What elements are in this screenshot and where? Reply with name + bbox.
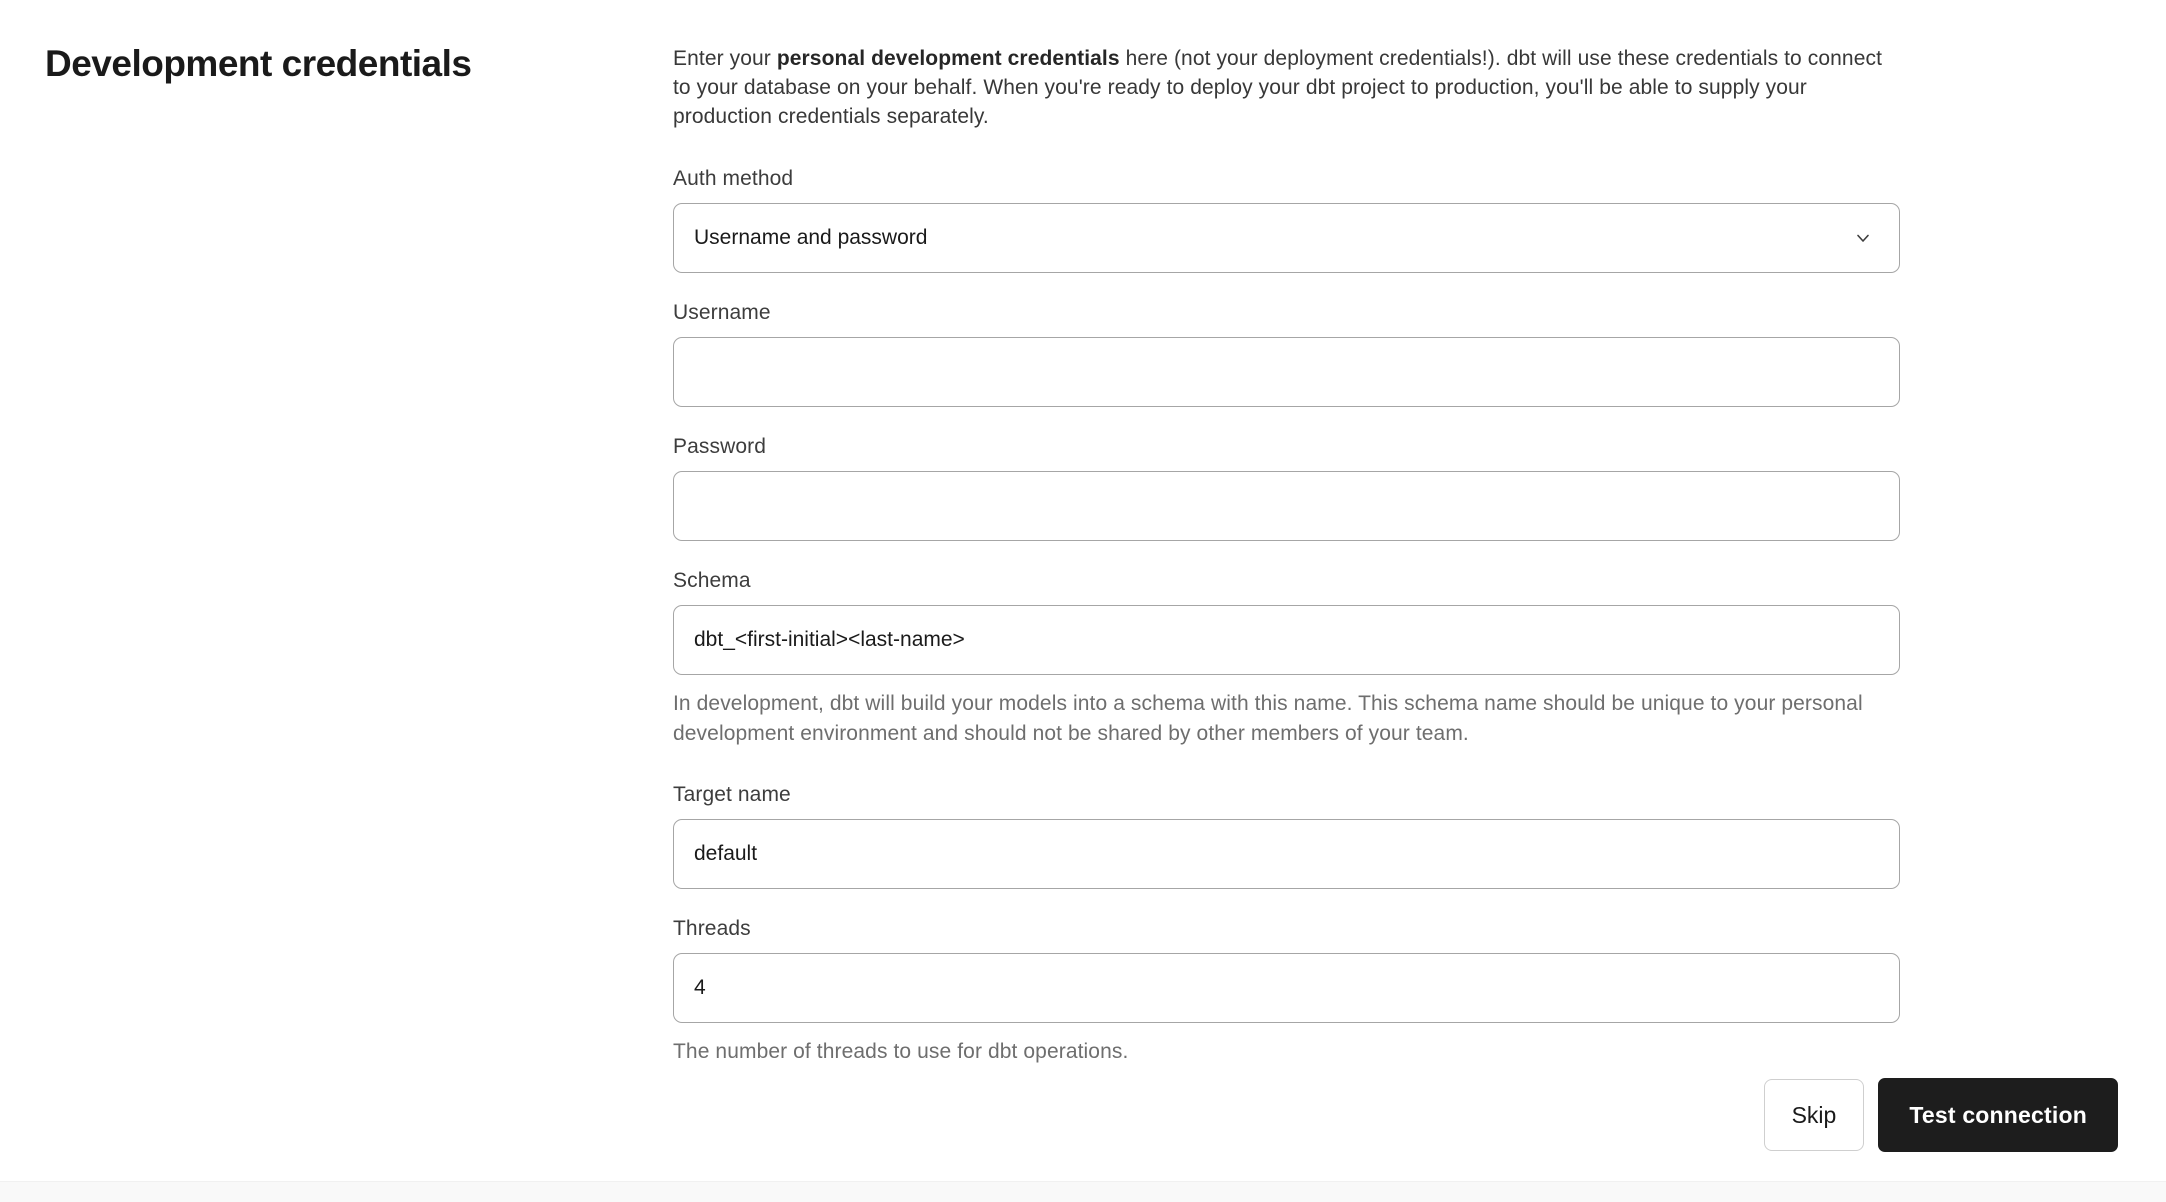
schema-help-text: In development, dbt will build your models into a schema with this name. This schema name should be unique to your personal development environment and should not be shared by other members of your team. <box>673 692 1863 745</box>
password-input[interactable] <box>673 471 1900 541</box>
credentials-form <box>673 42 1900 1095</box>
schema-input[interactable] <box>673 605 1900 675</box>
threads-label: Threads <box>673 917 751 940</box>
username-input[interactable] <box>673 337 1900 407</box>
threads-field <box>673 917 1900 1067</box>
threads-input[interactable] <box>673 953 1900 1023</box>
left-column <box>45 42 673 1095</box>
auth-method-select[interactable] <box>673 203 1900 273</box>
intro-text-bold: personal development credentials <box>776 47 1120 70</box>
password-label: Password <box>673 435 767 458</box>
schema-field <box>673 569 1900 749</box>
target-name-label: Target name <box>673 783 791 806</box>
form-actions <box>1764 1078 2118 1152</box>
intro-text-post: here (not your deployment credentials!). dbt will use these credentials to connect to your database on your behalf. When you're ready to deploy your dbt project to production, you'll be able to supply your production credentials separately. <box>673 47 1883 128</box>
chevron-down-icon <box>1853 228 1873 248</box>
bottom-divider <box>0 1181 2166 1202</box>
test-connection-button[interactable]: Test connection <box>1878 1078 2118 1152</box>
intro-text <box>673 44 1900 131</box>
username-label: Username <box>673 301 771 324</box>
intro-text-pre: Enter your <box>673 47 777 70</box>
threads-help-text: The number of threads to use for dbt operations. <box>673 1040 1129 1063</box>
auth-method-selected-value: Username and password <box>694 226 928 249</box>
password-field <box>673 435 1900 541</box>
username-field <box>673 301 1900 407</box>
skip-button[interactable]: Skip <box>1764 1079 1865 1151</box>
schema-label: Schema <box>673 569 751 592</box>
target-name-field <box>673 783 1900 889</box>
page-title: Development credentials <box>45 43 472 84</box>
auth-method-label: Auth method <box>673 167 794 190</box>
auth-method-field <box>673 167 1900 273</box>
target-name-input[interactable] <box>673 819 1900 889</box>
